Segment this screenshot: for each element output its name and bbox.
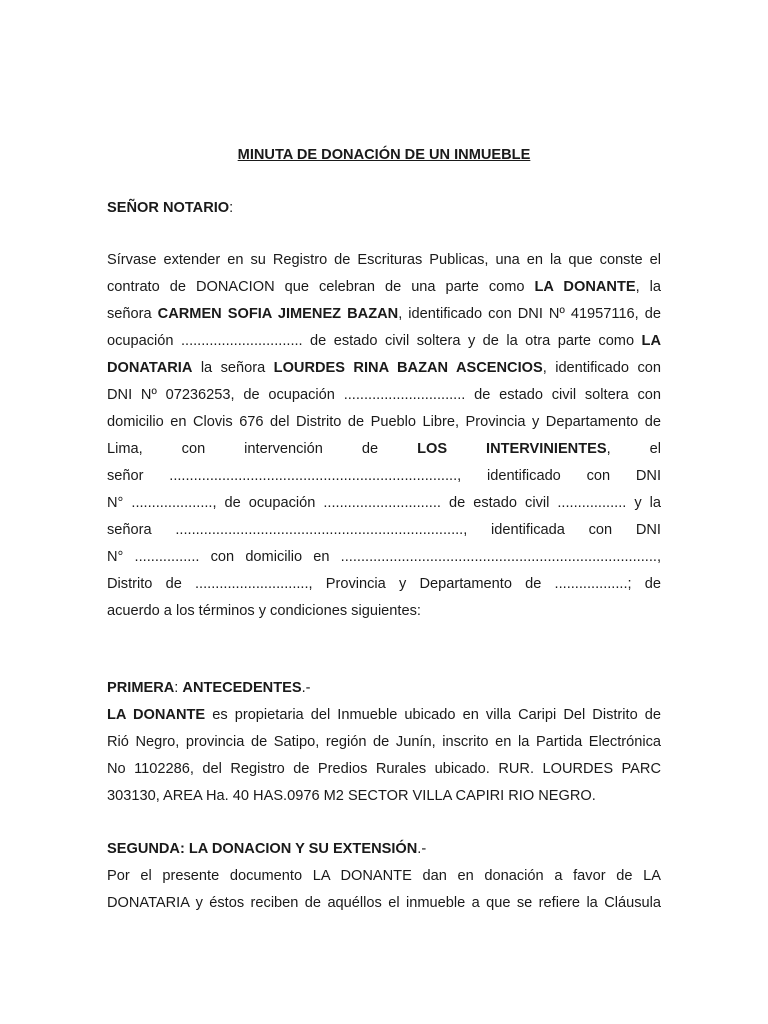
text-segment: DONATARIA y éstos reciben de aquéllos el inmueble a que se refiere la Cláusula: [107, 895, 661, 911]
text-segment: Rió Negro, provincia de Satipo, región de Junín, inscrito en la Partida Electrónica: [107, 734, 661, 750]
text-line: [107, 436, 661, 463]
intro-paragraph: [107, 247, 661, 625]
text-line: [107, 702, 661, 729]
text-line: [107, 675, 661, 702]
text-segment: acuerdo a los términos y condiciones siguientes:: [107, 603, 421, 619]
text-line: [107, 598, 661, 625]
text-line: [107, 355, 661, 382]
salutation-colon: :: [229, 200, 234, 216]
bold-text: CARMEN SOFIA JIMENEZ BAZAN: [157, 306, 399, 322]
text-segment: ocupación .............................. de estado civil soltera y de la otra parte como: [107, 333, 642, 349]
text-segment: Sírvase extender en su Registro de Escrituras Publicas, una en la que conste el: [107, 252, 661, 268]
bold-text: SEGUNDA: LA DONACION Y SU EXTENSIÓN: [107, 841, 418, 857]
text-line: [107, 571, 661, 598]
bold-text: DONATARIA: [107, 360, 193, 376]
text-segment: , identificado con DNI Nº 41957116, de: [398, 306, 661, 322]
text-segment: DNI Nº 07236253, de ocupación .............................. de estado civil soltera con: [107, 387, 661, 403]
text-line: [107, 836, 661, 863]
text-segment: , identificado con: [542, 360, 661, 376]
bold-text: LA: [641, 333, 661, 349]
document-title: MINUTA DE DONACIÓN DE UN INMUEBLE: [237, 147, 531, 163]
text-line: [107, 544, 661, 571]
text-segment: :: [174, 680, 183, 696]
text-segment: señora: [107, 306, 158, 322]
salutation: [107, 198, 233, 218]
text-segment: la señora: [192, 360, 274, 376]
bold-text: LOS INTERVINIENTES: [417, 441, 607, 457]
text-segment: señora ......................................................................., identificada con DNI: [107, 522, 661, 538]
text-line: [107, 729, 661, 756]
text-segment: es propietaria del Inmueble ubicado en villa Caripi Del Distrito de: [205, 707, 661, 723]
text-line: [107, 783, 661, 810]
bold-text: LOURDES RINA BAZAN ASCENCIOS: [273, 360, 543, 376]
text-line: [107, 274, 661, 301]
text-segment: 303130, AREA Ha. 40 HAS.0976 M2 SECTOR VILLA CAPIRI RIO NEGRO.: [107, 788, 596, 804]
clause-primera: [107, 675, 661, 810]
bold-text: ANTECEDENTES: [182, 680, 302, 696]
text-segment: N° ................ con domicilio en ..............................................................................,: [107, 549, 661, 565]
salutation-text: SEÑOR NOTARIO: [107, 200, 230, 216]
text-segment: señor ......................................................................., identificado con DNI: [107, 468, 661, 484]
bold-text: PRIMERA: [107, 680, 175, 696]
text-line: [107, 517, 661, 544]
text-line: [107, 463, 661, 490]
text-segment: No 1102286, del Registro de Predios Rurales ubicado. RUR. LOURDES PARC: [107, 761, 661, 777]
text-segment: .-: [417, 841, 427, 857]
text-segment: .-: [301, 680, 311, 696]
text-segment: Lima, con intervención de: [107, 441, 418, 457]
text-line: [107, 382, 661, 409]
text-segment: domicilio en Clovis 676 del Distrito de Pueblo Libre, Provincia y Departamento de: [107, 414, 661, 430]
text-segment: contrato de DONACION que celebran de una parte como: [107, 279, 535, 295]
text-line: [107, 890, 661, 917]
text-line: [107, 863, 661, 890]
text-segment: Por el presente documento LA DONANTE dan en donación a favor de LA: [107, 868, 661, 884]
text-line: [107, 756, 661, 783]
text-line: [107, 328, 661, 355]
bold-text: LA DONANTE: [534, 279, 636, 295]
clause-segunda: [107, 836, 661, 917]
text-line: [107, 409, 661, 436]
text-segment: , la: [635, 279, 662, 295]
text-line: [107, 490, 661, 517]
text-segment: N° ...................., de ocupación ............................. de estado civil ................. y la: [107, 495, 661, 511]
text-segment: , el: [606, 441, 662, 457]
bold-text: LA DONANTE: [107, 707, 206, 723]
text-line: [107, 247, 661, 274]
text-segment: Distrito de ............................, Provincia y Departamento de ..................; de: [107, 576, 661, 592]
text-line: [107, 301, 661, 328]
